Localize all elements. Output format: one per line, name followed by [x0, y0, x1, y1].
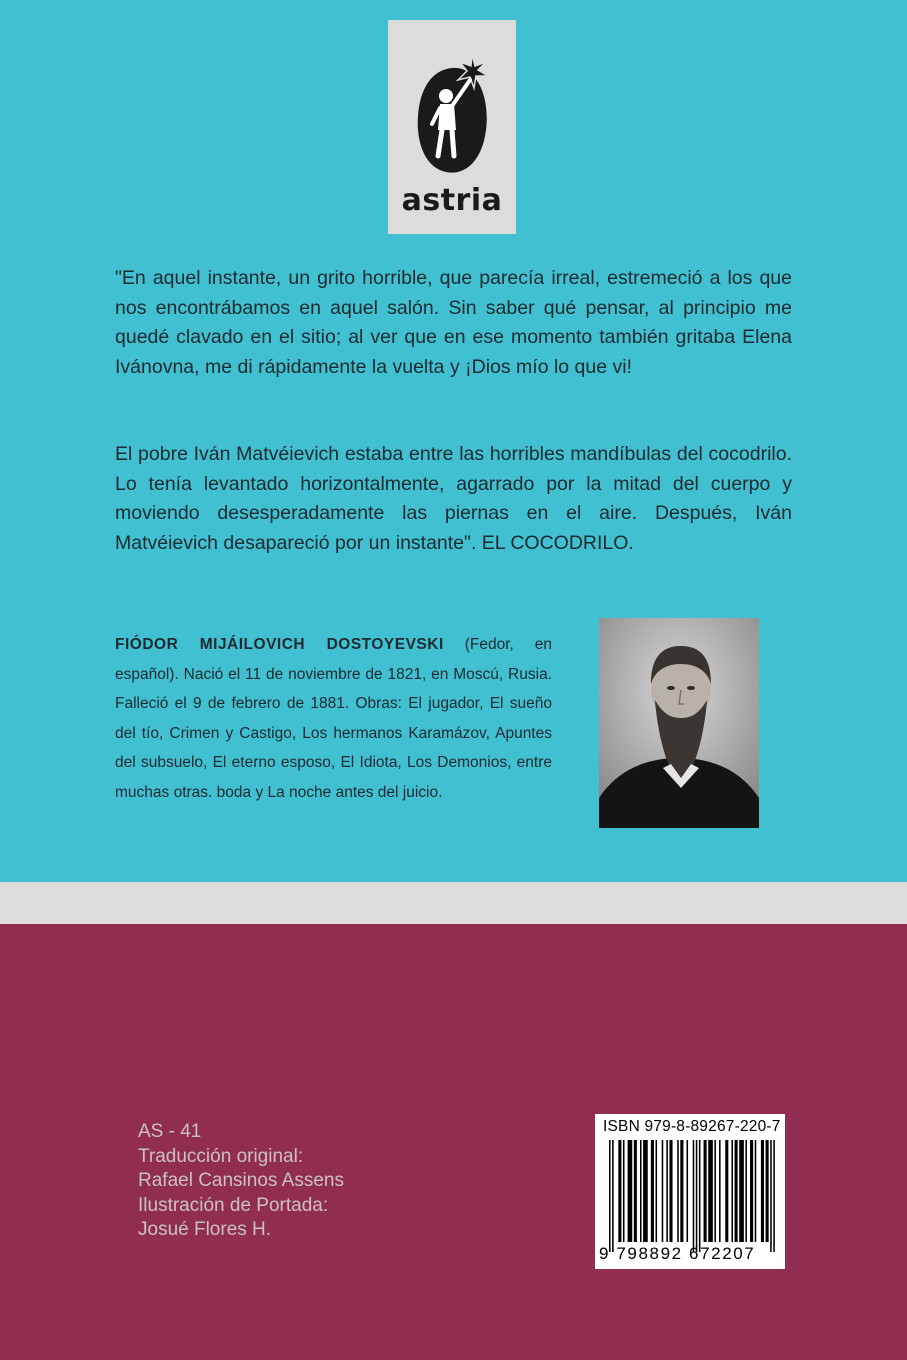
publisher-logo-icon [412, 58, 492, 178]
publisher-logo-text: astria [401, 183, 503, 218]
divider-band [0, 882, 907, 924]
synopsis-paragraph-1: "En aquel instante, un grito horrible, que parecía irreal, estremeció a los que nos encontrábamos en aquel salón. Sin saber qué pensar, al principio me quedé clavado en el sitio; al ver que en ese momento también gritaba Elena Ivánovna, me di rápidamente la vuelta y ¡Dios mío lo que vi! [115, 267, 792, 378]
series-code: AS - 41 [138, 1121, 202, 1142]
translation-label: Traducción original: [138, 1145, 304, 1167]
illustration-label: Ilustración de Portada: [138, 1194, 329, 1216]
author-bio-text: (Fedor, en español). Nació el 11 de noviembre de 1821, en Moscú, Rusia. Falleció el 9 de febrero de 1881. Obras: El jugador, El sueño del tío, Crimen y Castigo, Los hermanos Karamázov, Apuntes del subsuelo, El eterno esposo, El Idiota, Los Demonios, entre muchas otras. boda y La noche antes del juicio. [115, 636, 552, 801]
isbn-label: ISBN 979-8-89267-220-7 [603, 1118, 781, 1135]
author-portrait [599, 618, 759, 828]
isbn-barcode [595, 1114, 785, 1269]
author-bio [115, 630, 552, 807]
translator-name: Rafael Cansinos Assens [138, 1170, 344, 1191]
author-name: FIÓDOR MIJÁILOVICH DOSTOYEVSKI [115, 636, 444, 653]
illustrator-name: Josué Flores H. [138, 1219, 272, 1240]
isbn-digits: 9 798892 672207 [599, 1244, 756, 1263]
credits-block [138, 1120, 344, 1243]
synopsis-paragraph-2: El pobre Iván Matvéievich estaba entre las horribles mandíbulas del cocodrilo. Lo tenía levantado horizontalmente, agarrado por la mitad del cuerpo y moviendo desesperadamente las piernas en el aire. Después, Iván Matvéievich desapareció por un instante". EL COCODRILO. [115, 443, 792, 554]
